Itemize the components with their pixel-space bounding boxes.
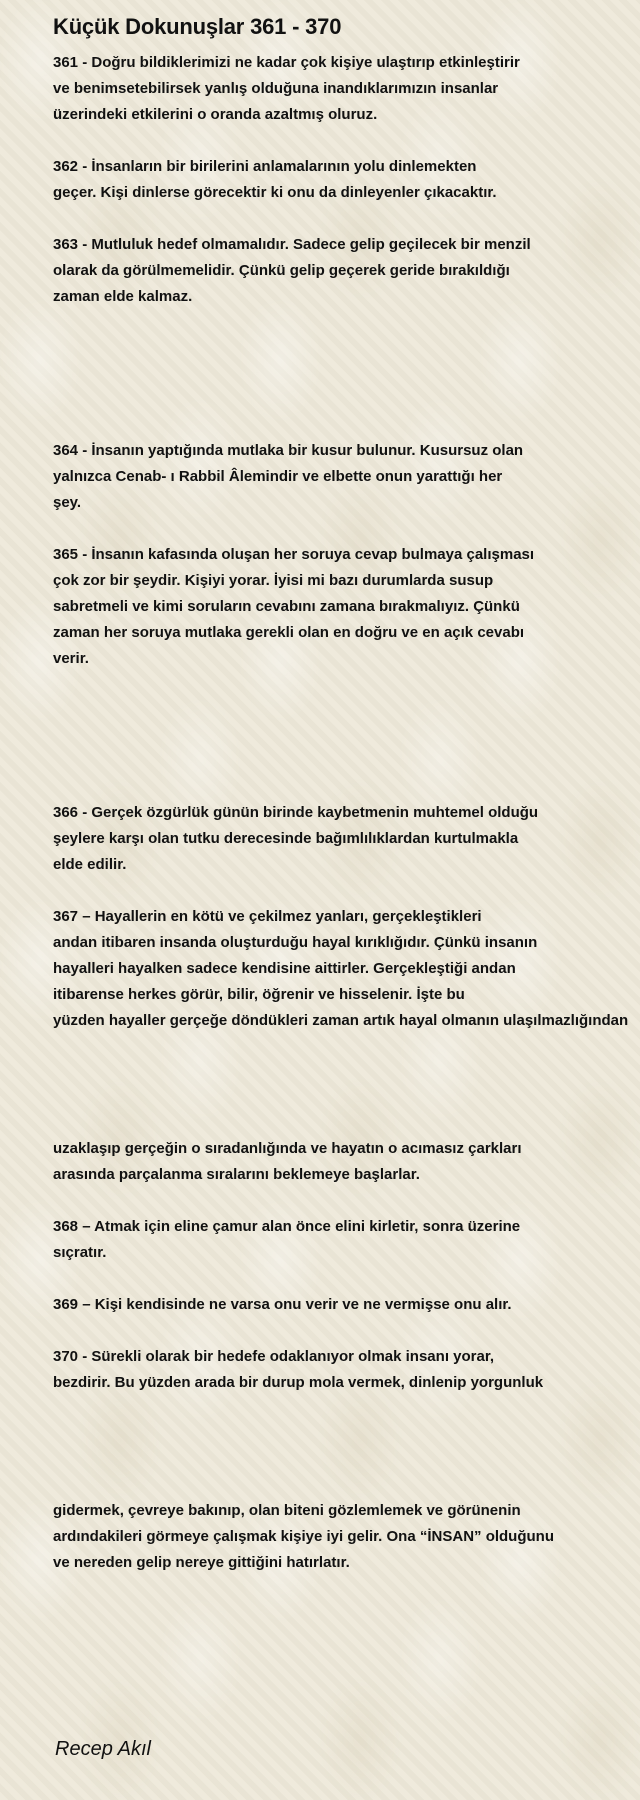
- paragraph-369: [53, 1292, 640, 1318]
- article: [53, 14, 640, 1576]
- paragraph-363: [53, 232, 640, 310]
- text-line: 365 - İnsanın kafasında oluşan her soruya cevap bulmaya çalışması: [53, 546, 535, 563]
- text-line: geçer. Kişi dinlerse görecektir ki onu da dinleyenler çıkacaktır.: [53, 184, 497, 201]
- text-line: yüzden hayaller gerçeğe döndükleri zaman artık hayal olmanın ulaşılmazlığından: [53, 1012, 629, 1029]
- text-line: arasında parçalanma sıralarını beklemeye başlarlar.: [53, 1166, 420, 1183]
- text-line: 363 - Mutluluk hedef olmamalıdır. Sadece gelip geçilecek bir menzil: [53, 236, 531, 253]
- text-line: 364 - İnsanın yaptığında mutlaka bir kusur bulunur. Kusursuz olan: [53, 442, 524, 459]
- text-line: olarak da görülmemelidir. Çünkü gelip geçerek geride bırakıldığı: [53, 262, 510, 279]
- text-line: 369 – Kişi kendisinde ne varsa onu verir ve ne vermişse onu alır.: [53, 1296, 512, 1313]
- text-line: şeylere karşı olan tutku derecesinde bağımlılıklardan kurtulmakla: [53, 830, 519, 847]
- text-line: hayalleri hayalken sadece kendisine aittirler. Gerçekleştiği andan: [53, 960, 516, 977]
- author-signature: Recep Akıl: [55, 1738, 151, 1760]
- text-line: zaman elde kalmaz.: [53, 288, 193, 305]
- paragraph-365: [53, 542, 640, 672]
- text-line: itibarense herkes görür, bilir, öğrenir ve hisselenir. İşte bu: [53, 986, 465, 1003]
- text-line: ve benimsetebilirsek yanlış olduğuna inandıklarımızın insanlar: [53, 80, 499, 97]
- paragraph-367: [53, 904, 640, 1034]
- text-line: sıçratır.: [53, 1244, 107, 1261]
- paragraph-368: [53, 1214, 640, 1266]
- text-line: 362 - İnsanların bir birilerini anlamalarının yolu dinlemekten: [53, 158, 477, 175]
- text-line: şey.: [53, 494, 82, 511]
- text-line: 368 – Atmak için eline çamur alan önce elini kirletir, sonra üzerine: [53, 1218, 521, 1235]
- paragraph-370-continued: [53, 1498, 640, 1576]
- text-line: bezdirir. Bu yüzden arada bir durup mola vermek, dinlenip yorgunluk: [53, 1374, 544, 1391]
- paragraph-361: [53, 50, 640, 128]
- text-line: elde edilir.: [53, 856, 127, 873]
- text-line: yalnızca Cenab- ı Rabbil Âlemindir ve elbette onun yarattığı her: [53, 468, 503, 485]
- paragraph-364: [53, 438, 640, 516]
- text-line: sabretmeli ve kimi soruların cevabını zamana bırakmalıyız. Çünkü: [53, 598, 520, 615]
- text-line: ve nereden gelip nereye gittiğini hatırlatır.: [53, 1554, 350, 1571]
- text-line: üzerindeki etkilerini o oranda azaltmış oluruz.: [53, 106, 378, 123]
- text-line: gidermek, çevreye bakınıp, olan biteni gözlemlemek ve görünenin: [53, 1502, 521, 1519]
- paragraph-370: [53, 1344, 640, 1396]
- text-line: 370 - Sürekli olarak bir hedefe odaklanıyor olmak insanı yorar,: [53, 1348, 495, 1365]
- text-line: 366 - Gerçek özgürlük günün birinde kaybetmenin muhtemel olduğu: [53, 804, 539, 821]
- text-line: ardındakileri görmeye çalışmak kişiye iyi gelir. Ona “İNSAN” olduğunu: [53, 1528, 554, 1545]
- text-line: andan itibaren insanda oluşturduğu hayal kırıklığıdır. Çünkü insanın: [53, 934, 538, 951]
- page-title: Küçük Dokunuşlar 361 - 370: [53, 14, 342, 39]
- paragraph-367-continued: [53, 1136, 640, 1188]
- text-line: zaman her soruya mutlaka gerekli olan en doğru ve en açık cevabı: [53, 624, 525, 641]
- text-line: 361 - Doğru bildiklerimizi ne kadar çok kişiye ulaştırıp etkinleştirir: [53, 54, 520, 71]
- text-line: verir.: [53, 650, 89, 667]
- text-line: uzaklaşıp gerçeğin o sıradanlığında ve hayatın o acımasız çarkları: [53, 1140, 522, 1157]
- text-line: 367 – Hayallerin en kötü ve çekilmez yanları, gerçekleştikleri: [53, 908, 482, 925]
- text-line: çok zor bir şeydir. Kişiyi yorar. İyisi mi bazı durumlarda susup: [53, 572, 494, 589]
- paragraph-362: [53, 154, 640, 206]
- paragraph-366: [53, 800, 640, 878]
